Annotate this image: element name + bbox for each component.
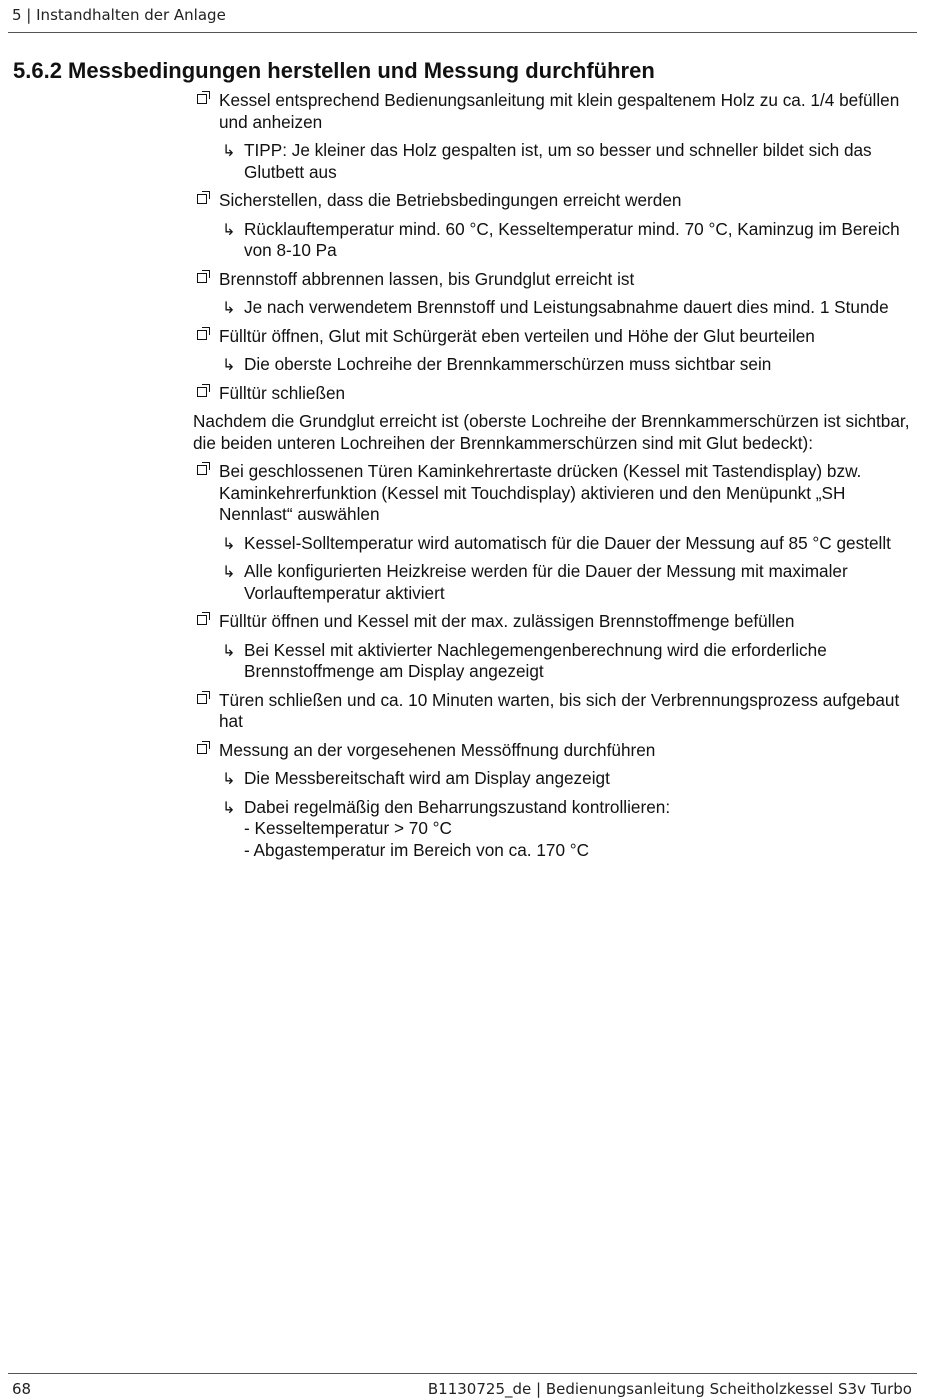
- result-arrow-icon: ↳: [222, 355, 236, 374]
- checkbox-icon: [197, 694, 207, 704]
- result-item: [193, 768, 918, 790]
- step-item: [193, 611, 918, 633]
- instruction-list: [193, 90, 918, 868]
- result-arrow-icon: ↳: [222, 640, 236, 660]
- step-text: Fülltür öffnen, Glut mit Schürgerät eben verteilen und Höhe der Glut beurteilen: [219, 325, 815, 346]
- result-text: Rücklauftemperatur mind. 60 °C, Kesseltemperatur mind. 70 °C, Kaminzug im Bereich von 8-10 Pa: [244, 218, 900, 260]
- step-text: Sicherstellen, dass die Betriebsbedingungen erreicht werden: [219, 190, 682, 210]
- result-text: Je nach verwendetem Brennstoff und Leistungsabnahme dauert dies mind. 1 Stunde: [244, 297, 889, 317]
- result-item: [193, 640, 918, 683]
- checkbox-icon: [197, 273, 207, 283]
- result-text: TIPP: Je kleiner das Holz gespalten ist, um so besser und schneller bildet sich das Glutbett aus: [244, 140, 872, 182]
- result-text: Die Messbereitschaft wird am Display angezeigt: [244, 768, 610, 788]
- result-item: [193, 561, 918, 604]
- result-item: [193, 354, 918, 376]
- step-item: [193, 326, 918, 348]
- checkbox-icon: [197, 387, 207, 397]
- document-reference: B1130725_de | Bedienungsanleitung Scheitholzkessel S3v Turbo: [427, 1380, 912, 1398]
- header-divider: [8, 32, 917, 33]
- checkbox-icon: [197, 194, 207, 204]
- step-item: [193, 461, 918, 526]
- step-item: [193, 740, 918, 762]
- result-arrow-icon: ↳: [222, 533, 236, 553]
- result-item: [193, 797, 918, 862]
- result-text: Bei Kessel mit aktivierter Nachlegemengenberechnung wird die erforderliche Brennstoffmenge am Display angezeigt: [244, 639, 827, 681]
- result-item: [193, 533, 918, 555]
- result-text: Dabei regelmäßig den Beharrungszustand kontrollieren:: [244, 796, 671, 817]
- result-item: [193, 219, 918, 262]
- result-arrow-icon: ↳: [222, 797, 236, 817]
- step-text: Messung an der vorgesehenen Messöffnung durchführen: [219, 739, 656, 760]
- result-arrow-icon: ↳: [222, 562, 236, 581]
- intro-paragraph: Nachdem die Grundglut erreicht ist (oberste Lochreihe der Brennkammerschürzen ist sichtbar, die beiden unteren Lochreihen der Brennkammerschürzen sind mit Glut bedeckt):: [193, 411, 910, 453]
- result-item: [193, 297, 918, 319]
- step-text: Brennstoff abbrennen lassen, bis Grundglut erreicht ist: [219, 268, 635, 289]
- page-number: 68: [12, 1380, 32, 1398]
- result-sub-line: - Kesseltemperatur > 70 °C: [244, 818, 452, 838]
- step-text: Bei geschlossenen Türen Kaminkehrertaste drücken (Kessel mit Tastendisplay) bzw. Kaminkehrerfunktion (Kessel mit Touchdisplay) aktivieren und den Menüpunkt „SH Nennlast“ auswählen: [219, 461, 862, 524]
- section-title: 5.6.2 Messbedingungen herstellen und Messung durchführen: [13, 58, 655, 83]
- result-arrow-icon: ↳: [222, 298, 236, 317]
- checkbox-icon: [197, 465, 207, 475]
- result-sub-line: - Abgastemperatur im Bereich von ca. 170 °C: [244, 839, 590, 860]
- checkbox-icon: [197, 330, 207, 340]
- checkbox-icon: [197, 94, 207, 104]
- result-arrow-icon: ↳: [222, 219, 236, 239]
- step-item: [193, 269, 918, 291]
- step-text: Kessel entsprechend Bedienungsanleitung mit klein gespaltenem Holz zu ca. 1/4 befüllen und anheizen: [219, 90, 900, 132]
- result-text: Alle konfigurierten Heizkreise werden für die Dauer der Messung mit maximaler Vorlauftemperatur aktiviert: [244, 561, 848, 603]
- step-item: [193, 690, 918, 733]
- step-text: Fülltür öffnen und Kessel mit der max. zulässigen Brennstoffmenge befüllen: [219, 611, 795, 631]
- step-item: [193, 90, 918, 133]
- checkbox-icon: [197, 615, 207, 625]
- result-arrow-icon: ↳: [222, 141, 236, 160]
- checkbox-icon: [197, 744, 207, 754]
- step-item: [193, 190, 918, 212]
- result-text: Die oberste Lochreihe der Brennkammerschürzen muss sichtbar sein: [244, 354, 772, 374]
- result-arrow-icon: ↳: [222, 769, 236, 788]
- step-text: Türen schließen und ca. 10 Minuten warten, bis sich der Verbrennungsprozess aufgebaut hat: [219, 689, 900, 731]
- step-item: [193, 383, 918, 405]
- result-item: [193, 140, 918, 183]
- running-header: 5 | Instandhalten der Anlage: [12, 6, 226, 24]
- footer-divider: [8, 1373, 917, 1374]
- result-text: Kessel-Solltemperatur wird automatisch für die Dauer der Messung auf 85 °C gestellt: [244, 532, 891, 553]
- step-text: Fülltür schließen: [219, 382, 346, 403]
